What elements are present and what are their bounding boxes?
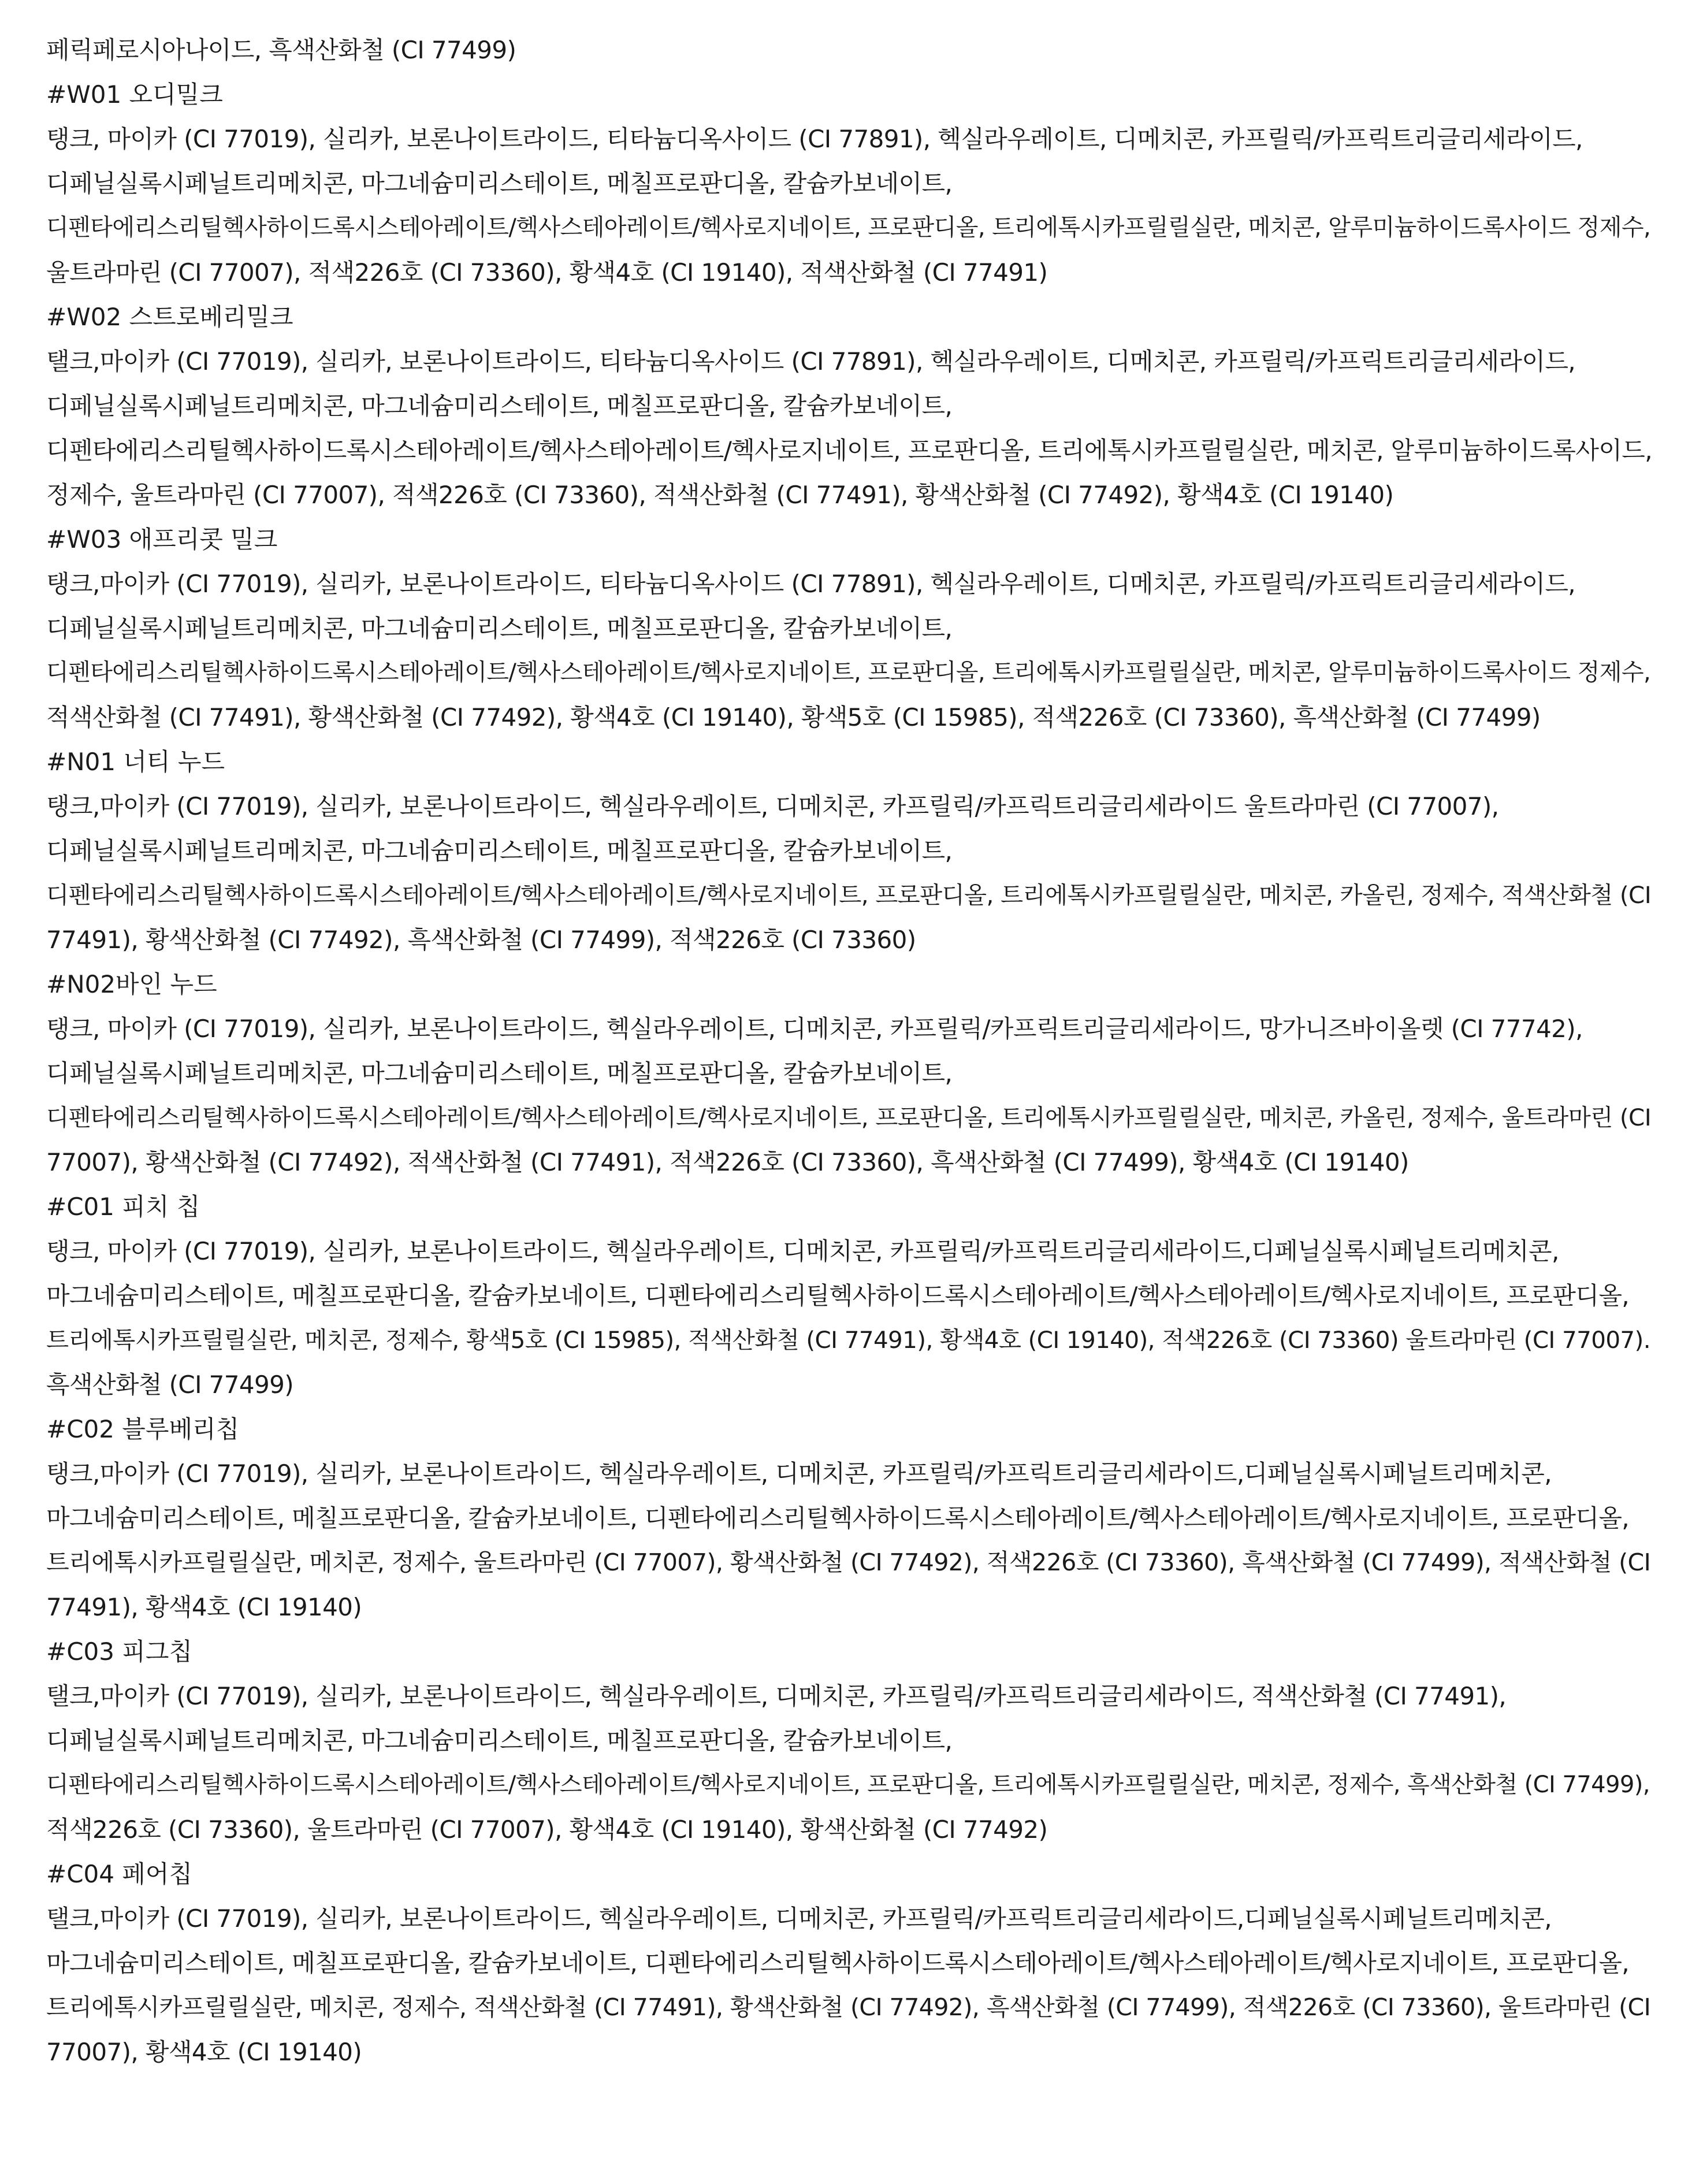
ingredient-line: 탱크, 마이카 (CI 77019), 실리카, 보론나이트라이드, 티타늄디옥사이드 (CI 77891), 헥실라우레이트, 디메치콘, 카프릴릭/카프릭트리글리세라이드, bbox=[46, 125, 1583, 153]
ingredient-line: 탱크, 마이카 (CI 77019), 실리카, 보론나이트라이드, 헥실라우레이트, 디메치콘, 카프릴릭/카프릭트리글리세라이드, 망가니즈바이올렛 (CI 77742), bbox=[46, 1015, 1583, 1043]
ingredient-line: 마그네슘미리스테이트, 메칠프로판디올, 칼슘카보네이트, 디펜타에리스리틸헥사하이드록시스테아레이트/헥사스테아레이트/헥사로지네이트, 프로판디올, bbox=[46, 1504, 1630, 1532]
ingredient-line: 디페닐실록시페닐트리메치콘, 마그네슘미리스테이트, 메칠프로판디올, 칼슘카보네이트, bbox=[46, 1059, 953, 1087]
ingredient-line: 적색산화철 (CI 77491), 황색산화철 (CI 77492), 황색4호 (CI 19140), 황색5호 (CI 15985), 적색226호 (CI 73360), 흑색산화철 (CI 77499) bbox=[46, 703, 1541, 731]
ingredient-line: 울트라마린 (CI 77007), 적색226호 (CI 73360), 황색4호 (CI 19140), 적색산화철 (CI 77491) bbox=[46, 258, 1048, 287]
section-c04 bbox=[46, 1852, 1668, 2074]
ingredient-line: 적색226호 (CI 73360), 울트라마린 (CI 77007), 황색4호 (CI 19140), 황색산화철 (CI 77492) bbox=[46, 1815, 1048, 1844]
ingredient-line: 디페닐실록시페닐트리메치콘, 마그네슘미리스테이트, 메칠프로판디올, 칼슘카보네이트, bbox=[46, 614, 953, 642]
section-n02 bbox=[46, 962, 1668, 1184]
section-heading: #N01 너티 누드 bbox=[46, 748, 225, 776]
ingredient-line: 디펜타에리스리틸헥사하이드록시스테아레이트/헥사스테아레이트/헥사로지네이트, 프로판디올, 트리에톡시카프릴릴실란, 메치콘, 알루미늄하이드록사이드 정제수, bbox=[46, 659, 1651, 686]
ingredient-line: 디펜타에리스리틸헥사하이드록시스테아레이트/헥사스테아레이트/헥사로지네이트, 프로판디올, 트리에톡시카프릴릴실란, 메치콘, 정제수, 흑색산화철 (CI 77499), bbox=[46, 1771, 1650, 1798]
ingredient-line: 디펜타에리스리틸헥사하이드록시스테아레이트/헥사스테아레이트/헥사로지네이트, 프로판디올, 트리에톡시카프릴릴실란, 메치콘, 카올린, 정제수, 적색산화철 (CI bbox=[46, 881, 1652, 909]
ingredient-line: 77007), 황색산화철 (CI 77492), 적색산화철 (CI 77491), 적색226호 (CI 73360), 흑색산화철 (CI 77499), 황색4호 (CI 19140) bbox=[46, 1148, 1409, 1176]
ingredient-line: 디페닐실록시페닐트리메치콘, 마그네슘미리스테이트, 메칠프로판디올, 칼슘카보네이트, bbox=[46, 837, 953, 865]
ingredient-line: 트리에톡시카프릴릴실란, 메치콘, 정제수, 울트라마린 (CI 77007), 황색산화철 (CI 77492), 적색226호 (CI 73360), 흑색산화철 (CI 77499), 적색산화철 (CI bbox=[46, 1548, 1651, 1576]
ingredient-line: 77007), 황색4호 (CI 19140) bbox=[46, 2038, 362, 2066]
section-heading: #C02 블루베리칩 bbox=[46, 1415, 240, 1443]
ingredient-line: 정제수, 울트라마린 (CI 77007), 적색226호 (CI 73360), 적색산화철 (CI 77491), 황색산화철 (CI 77492), 황색4호 (CI 19140) bbox=[46, 481, 1394, 509]
section-w02 bbox=[46, 295, 1668, 517]
section-heading: #W01 오디밀크 bbox=[46, 80, 223, 109]
ingredient-line: 탤크,마이카 (CI 77019), 실리카, 보론나이트라이드, 헥실라우레이트, 디메치콘, 카프릴릭/카프릭트리글리세라이드,디페닐실록시페닐트리메치콘, bbox=[46, 1904, 1552, 1933]
ingredient-line: 트리에톡시카프릴릴실란, 메치콘, 정제수, 적색산화철 (CI 77491), 황색산화철 (CI 77492), 흑색산화철 (CI 77499), 적색226호 (CI 73360), 울트라마린 (CI bbox=[46, 1993, 1651, 2021]
ingredient-line: 디페닐실록시페닐트리메치콘, 마그네슘미리스테이트, 메칠프로판디올, 칼슘카보네이트, bbox=[46, 392, 953, 420]
ingredient-line: 디펜타에리스리틸헥사하이드록시스테아레이트/헥사스테아레이트/헥사로지네이트, 프로판디올, 트리에톡시카프릴릴실란, 메치콘, 알루미늄하이드록사이드 정제수, bbox=[46, 214, 1651, 241]
section-n01 bbox=[46, 740, 1668, 962]
ingredient-line: 77491), 황색4호 (CI 19140) bbox=[46, 1593, 362, 1621]
ingredient-line: 탱크,마이카 (CI 77019), 실리카, 보론나이트라이드, 헥실라우레이트, 디메치콘, 카프릴릭/카프릭트리글리세라이드,디페닐실록시페닐트리메치콘, bbox=[46, 1459, 1552, 1488]
section-heading: #N02바인 누드 bbox=[46, 970, 217, 998]
ingredient-line: 탱크,마이카 (CI 77019), 실리카, 보론나이트라이드, 티타늄디옥사이드 (CI 77891), 헥실라우레이트, 디메치콘, 카프릴릭/카프릭트리글리세라이드, bbox=[46, 570, 1576, 598]
section-w01 bbox=[46, 72, 1668, 295]
ingredient-line: 트리에톡시카프릴릴실란, 메치콘, 정제수, 황색5호 (CI 15985), 적색산화철 (CI 77491), 황색4호 (CI 19140), 적색226호 (CI 73360) 울트라마린 (CI 77007). bbox=[46, 1326, 1650, 1354]
section-c01 bbox=[46, 1184, 1668, 1407]
ingredient-line: 디페닐실록시페닐트리메치콘, 마그네슘미리스테이트, 메칠프로판디올, 칼슘카보네이트, bbox=[46, 1726, 953, 1755]
ingredient-line: 디펜타에리스리틸헥사하이드록시스테아레이트/헥사스테아레이트/헥사로지네이트, 프로판디올, 트리에톡시카프릴릴실란, 메치콘, 카올린, 정제수, 울트라마린 (CI bbox=[46, 1104, 1652, 1131]
section-c02 bbox=[46, 1407, 1668, 1629]
ingredient-line: 디페닐실록시페닐트리메치콘, 마그네슘미리스테이트, 메칠프로판디올, 칼슘카보네이트, bbox=[46, 169, 953, 198]
section-c03 bbox=[46, 1629, 1668, 1852]
ingredient-line: 탱크,마이카 (CI 77019), 실리카, 보론나이트라이드, 헥실라우레이트, 디메치콘, 카프릴릭/카프릭트리글리세라이드 울트라마린 (CI 77007), bbox=[46, 792, 1499, 820]
section-heading: #C03 피그칩 bbox=[46, 1637, 193, 1666]
ingredient-line: 77491), 황색산화철 (CI 77492), 흑색산화철 (CI 77499), 적색226호 (CI 73360) bbox=[46, 926, 916, 954]
section-heading: #W03 애프리콧 밀크 bbox=[46, 525, 278, 554]
section-heading: #C01 피치 칩 bbox=[46, 1193, 200, 1221]
ingredient-line: 마그네슘미리스테이트, 메칠프로판디올, 칼슘카보네이트, 디펜타에리스리틸헥사하이드록시스테아레이트/헥사스테아레이트/헥사로지네이트, 프로판디올, bbox=[46, 1949, 1630, 1977]
section-w03 bbox=[46, 517, 1668, 740]
intro-line: 페릭페로시아나이드, 흑색산화철 (CI 77499) bbox=[46, 36, 516, 64]
section-heading: #C04 페어칩 bbox=[46, 1860, 193, 1888]
ingredient-line: 탤크,마이카 (CI 77019), 실리카, 보론나이트라이드, 헥실라우레이트, 디메치콘, 카프릴릭/카프릭트리글리세라이드, 적색산화철 (CI 77491), bbox=[46, 1682, 1507, 1710]
ingredient-line: 디펜타에리스리틸헥사하이드록시스테아레이트/헥사스테아레이트/헥사로지네이트, 프로판디올, 트리에톡시카프릴릴실란, 메치콘, 알루미늄하이드록사이드, bbox=[46, 436, 1653, 465]
ingredient-line: 탤크,마이카 (CI 77019), 실리카, 보론나이트라이드, 티타늄디옥사이드 (CI 77891), 헥실라우레이트, 디메치콘, 카프릴릭/카프릭트리글리세라이드, bbox=[46, 347, 1576, 376]
section-heading: #W02 스트로베리밀크 bbox=[46, 303, 293, 331]
ingredient-line: 흑색산화철 (CI 77499) bbox=[46, 1370, 294, 1399]
ingredient-line: 마그네슘미리스테이트, 메칠프로판디올, 칼슘카보네이트, 디펜타에리스리틸헥사하이드록시스테아레이트/헥사스테아레이트/헥사로지네이트, 프로판디올, bbox=[46, 1282, 1630, 1310]
ingredient-line: 탱크, 마이카 (CI 77019), 실리카, 보론나이트라이드, 헥실라우레이트, 디메치콘, 카프릴릭/카프릭트리글리세라이드,디페닐실록시페닐트리메치콘, bbox=[46, 1237, 1559, 1265]
